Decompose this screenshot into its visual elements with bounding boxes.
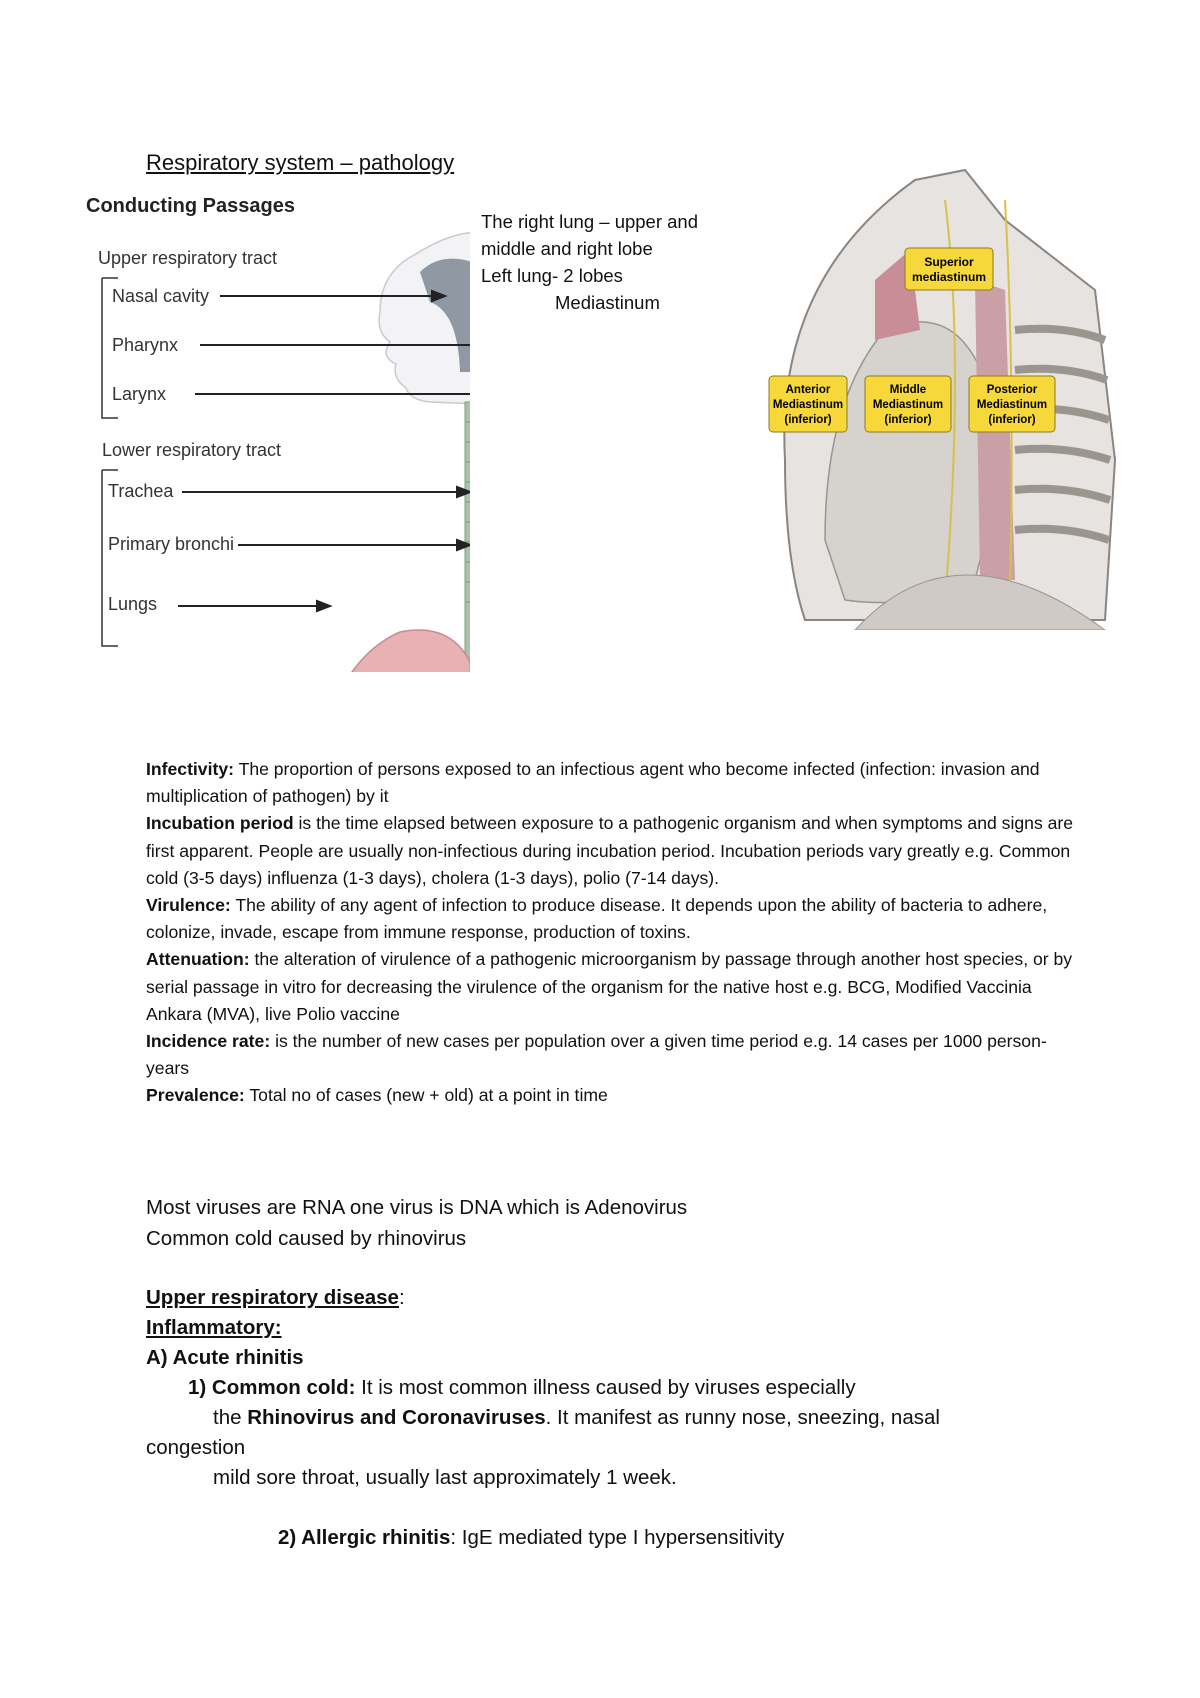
svg-text:(inferior): (inferior)	[988, 414, 1036, 426]
definition-incubation: Incubation period is the time elapsed between exposure to a pathogenic organism and when symptoms and signs are first apparent. People are usually non-infectious during incubation period. Incubation periods vary greatly e.g. Common cold (3-5 days) influenza (1-3 days), cholera (1-3 days), polio (7-14 days).	[146, 813, 1074, 888]
svg-text:Superior: Superior	[924, 255, 974, 269]
label-lungs: Lungs	[108, 594, 158, 614]
svg-text:Mediastinum: Mediastinum	[872, 399, 944, 411]
lung-note-line: Left lung- 2 lobes	[481, 265, 623, 286]
svg-text:Posterior: Posterior	[986, 384, 1038, 396]
label-trachea: Trachea	[108, 481, 174, 501]
lung-note-line: Mediastinum	[555, 292, 660, 313]
label-pharynx: Pharynx	[112, 335, 179, 355]
definition-infectivity: Infectivity: The proportion of persons exposed to an infectious agent who become infected (infection: invasion and multiplication of pathogen) by it	[146, 759, 1040, 807]
acute-rhinitis-heading: A) Acute rhinitis	[146, 1346, 304, 1369]
svg-text:Anterior: Anterior	[785, 384, 831, 396]
lung-note-line: middle and right lobe	[481, 238, 653, 259]
lung-shape	[310, 630, 470, 672]
definition-attenuation: Attenuation: the alteration of virulence of a pathogenic microorganism by passage through another host species, or by serial passage in vitro for decreasing the virulence of the organism for the native host e.g. BCG, Modified Vaccinia Ankara (MVA), live Polio vaccine	[146, 949, 1073, 1024]
label-primary-bronchi: Primary bronchi	[108, 534, 235, 554]
common-cold-last: mild sore throat, usually last approximately 1 week.	[213, 1466, 677, 1489]
common-cold-wrap: congestion	[146, 1436, 246, 1459]
upper-tract-label: Upper respiratory tract	[98, 248, 278, 268]
definition-incidence: Incidence rate: is the number of new cases per population over a given time period e.g. 14 cases per 1000 person-years	[146, 1031, 1047, 1079]
allergic-rhinitis-item: 2) Allergic rhinitis: IgE mediated type I hypersensitivity	[278, 1526, 785, 1549]
virus-notes	[146, 1192, 687, 1254]
definition-prevalence: Prevalence: Total no of cases (new + old) at a point in time	[146, 1085, 608, 1106]
upper-respiratory-section	[146, 1283, 1006, 1553]
common-cold-continued: the Rhinovirus and Coronaviruses. It manifest as runny nose, sneezing, nasal	[213, 1406, 940, 1429]
definition-virulence: Virulence: The ability of any agent of infection to produce disease. It depends upon the ability of bacteria to adhere, colonize, invade, escape from immune response, production of toxins.	[146, 895, 1048, 943]
virus-note-line: Common cold caused by rhinovirus	[146, 1227, 467, 1250]
label-larynx: Larynx	[112, 384, 167, 404]
page-title: Respiratory system – pathology	[146, 150, 455, 175]
svg-text:mediastinum: mediastinum	[911, 270, 987, 284]
mediastinum-diagram	[765, 160, 1135, 630]
lung-note	[481, 208, 698, 316]
diagram-title: Conducting Passages	[86, 195, 295, 217]
section-heading: Upper respiratory disease:	[146, 1286, 405, 1309]
label-nasal-cavity: Nasal cavity	[112, 286, 210, 306]
conducting-passages-diagram	[80, 192, 470, 672]
common-cold-item: 1) Common cold: It is most common illness caused by viruses especially	[188, 1376, 856, 1399]
svg-text:(inferior): (inferior)	[784, 414, 832, 426]
svg-text:Middle: Middle	[889, 384, 927, 396]
definitions-section	[146, 756, 1076, 1110]
svg-text:Mediastinum: Mediastinum	[772, 399, 844, 411]
svg-text:Mediastinum: Mediastinum	[976, 399, 1048, 411]
virus-note-line: Most viruses are RNA one virus is DNA which is Adenovirus	[146, 1196, 688, 1219]
lower-tract-label: Lower respiratory tract	[102, 440, 282, 460]
svg-text:(inferior): (inferior)	[884, 414, 932, 426]
section-subheading: Inflammatory:	[146, 1316, 282, 1339]
lung-note-line: The right lung – upper and	[481, 211, 699, 232]
